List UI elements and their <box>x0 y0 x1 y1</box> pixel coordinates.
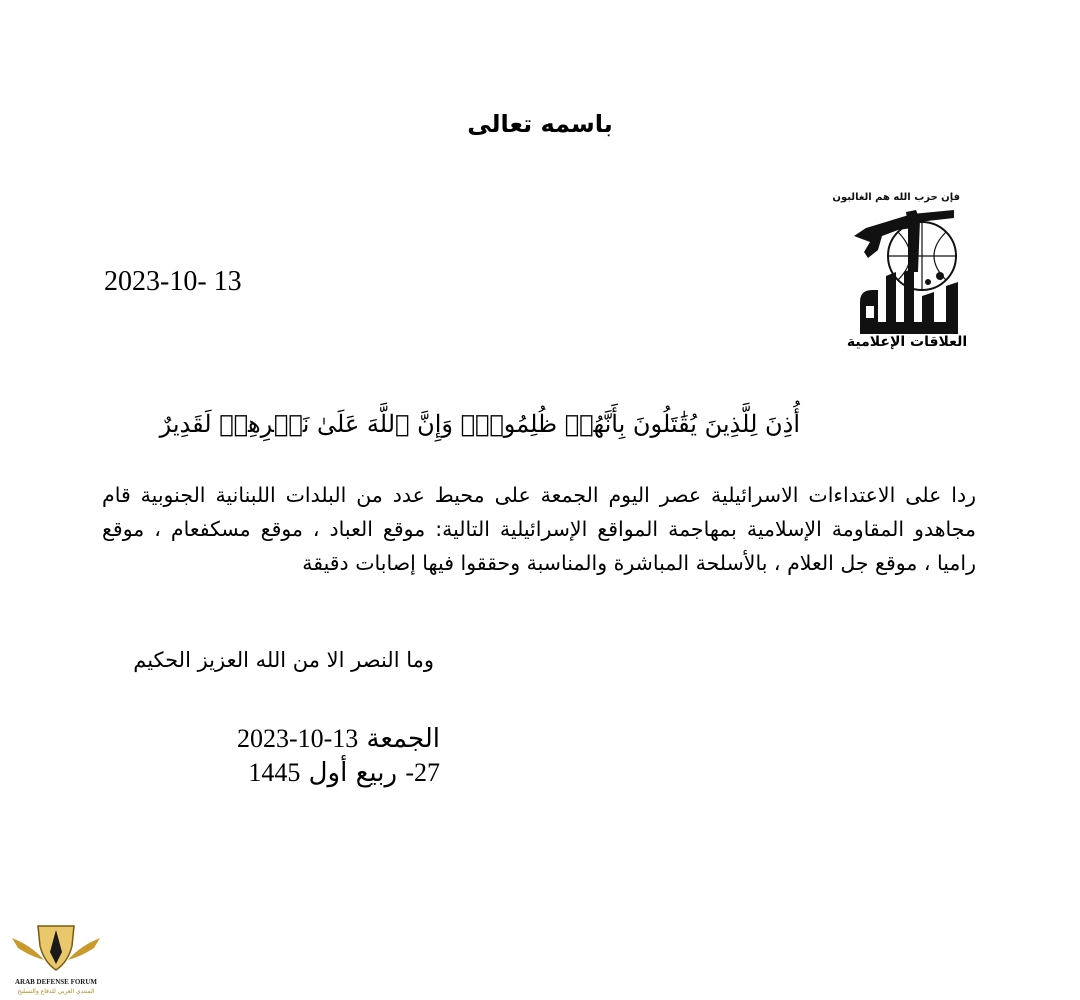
watermark-subtitle: المنتدى العربي للدفاع والتسليح <box>17 988 95 995</box>
emblem-icon <box>842 206 972 336</box>
closing-line: وما النصر الا من الله العزيز الحكيم <box>133 648 434 672</box>
watermark-title: ARAB DEFENSE FORUM <box>14 978 98 986</box>
logo-motto: فإن حزب الله هم الغالبون <box>832 192 960 203</box>
document-heading: باسمه تعالى <box>467 110 613 138</box>
shield-wings-icon <box>8 920 104 978</box>
statement-body: ردا على الاعتداءات الاسرائيلية عصر اليوم الجمعة على محيط عدد من البلدات اللبنانية الجنوبية قام مجاهدو المقاومة الإسلامية بمهاجمة المواقع الإسرائيلية التالية: موقع العباد ، موقع مسكفعام ، موقع راميا ، موقع جل العلام ، بالأسلحة المباشرة والمناسبة وحققوا فيها إصابات دقيقة <box>102 483 976 575</box>
gregorian-date: 13-10-2023 <box>236 724 359 753</box>
signature-date <box>230 722 440 790</box>
day-label: الجمعة <box>366 724 440 754</box>
quran-verse: أُذِنَ لِلَّذِينَ يُقَٰتَلُونَ بِأَنَّهُمۡ ظُلِمُواْۚ وَإِنَّ ٱللَّهَ عَلَىٰ نَصۡرِهِمۡ لَقَدِيرٌ <box>159 410 800 438</box>
hijri-date-line <box>230 756 440 790</box>
hijri-day: 27- <box>405 758 440 787</box>
document-date: 2023-10- 13 <box>104 266 242 297</box>
hijri-month: ربيع أول <box>308 758 398 788</box>
gregorian-date-line <box>230 722 440 756</box>
hijri-year: 1445 <box>248 758 301 787</box>
forum-watermark <box>8 920 104 998</box>
organization-logo <box>832 192 972 362</box>
logo-caption: العلاقات الإعلامية <box>846 334 968 350</box>
